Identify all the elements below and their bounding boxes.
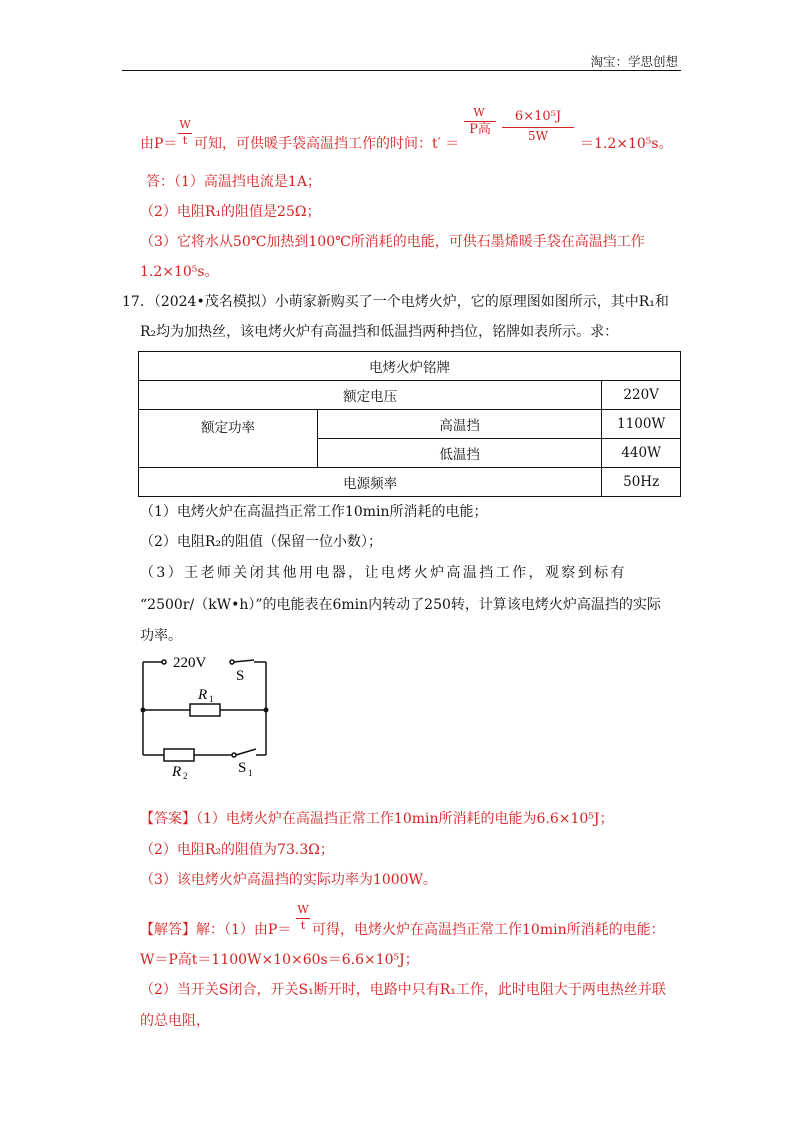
prev-formula-mid: 可知，可供暖手袋高温挡工作的时间：t′ ＝ bbox=[194, 136, 460, 152]
rated-voltage-label: 额定电压 bbox=[139, 381, 602, 410]
rated-power-label: 额定功率 bbox=[139, 410, 318, 468]
q17-line1: 17．（2024•茂名模拟）小萌家新购买了一个电烤火炉，它的原理图如图所示，其中R₁和 bbox=[122, 294, 669, 310]
prev-answer-3b: 1.2×10⁵s。 bbox=[140, 264, 219, 280]
high-label: 高温挡 bbox=[318, 410, 602, 439]
answer-3: （3）该电烤火炉高温挡的实际功率为1000W。 bbox=[140, 872, 437, 888]
prev-frac3-num: 6×10⁵J bbox=[514, 109, 562, 124]
table-title: 电烤火炉铭牌 bbox=[139, 352, 681, 381]
q17-sub2: （2）电阻R₂的阻值（保留一位小数）； bbox=[140, 534, 383, 550]
prev-formula-end: ＝1.2×10⁵s。 bbox=[580, 136, 673, 152]
r1-sub: 1 bbox=[209, 694, 214, 704]
junction-right bbox=[264, 708, 269, 713]
solution-4: 的总电阻， bbox=[140, 1013, 210, 1029]
solution-frac-den: t bbox=[300, 919, 306, 932]
solution-1-post: 可得，电烤火炉在高温挡正常工作10min所消耗的电能： bbox=[312, 922, 665, 938]
r2-sub: 2 bbox=[183, 771, 188, 781]
freq-label: 电源频率 bbox=[139, 468, 602, 497]
answer-2: （2）电阻R₂的阻值为73.3Ω； bbox=[140, 842, 334, 858]
switch-s1-label: S bbox=[238, 760, 247, 776]
switch-s-label: S bbox=[236, 668, 245, 684]
q17-sub1: （1）电烤火炉在高温挡正常工作10min所消耗的电能； bbox=[140, 504, 488, 520]
prev-answer-2: （2）电阻R₁的阻值是25Ω； bbox=[140, 204, 321, 220]
freq-value: 50Hz bbox=[602, 468, 681, 497]
q17-line2: R₂均为加热丝，该电烤火炉有高温挡和低温挡两种挡位，铭牌如表所示。求： bbox=[140, 324, 619, 340]
junction-left bbox=[141, 708, 146, 713]
solution-2: W＝P高t＝1100W×10×60s＝6.6×10⁵J； bbox=[140, 952, 419, 968]
nameplate-table bbox=[138, 351, 681, 497]
answer-1: 【答案】（1）电烤火炉在高温挡正常工作10min所消耗的电能为6.6×10⁵J； bbox=[140, 811, 614, 827]
q17-sub3c: 功率。 bbox=[140, 628, 182, 644]
prev-answer-3a: （3）它将水从50℃加热到100℃所消耗的电能，可供石墨烯暖手袋在高温挡工作 bbox=[140, 234, 645, 250]
circuit-voltage: 220V bbox=[173, 655, 207, 671]
q17-sub3a: （3）王老师关闭其他用电器，让电烤火炉高温挡工作，观察到标有 bbox=[140, 565, 627, 581]
prev-answer-1: 答：（1）高温挡电流是1A； bbox=[146, 174, 321, 190]
switch-s1-sub: 1 bbox=[248, 768, 253, 778]
r1-label: R bbox=[198, 687, 208, 703]
prev-frac3-den: 5W bbox=[528, 129, 548, 143]
solution-frac-num: W bbox=[297, 903, 309, 916]
prev-frac2-den: P高 bbox=[469, 122, 491, 137]
circuit-diagram bbox=[138, 652, 278, 782]
prev-frac1-den: t bbox=[182, 134, 188, 147]
r2-label: R bbox=[172, 764, 182, 780]
prev-frac1-num: W bbox=[179, 118, 191, 131]
solution-3: （2）当开关S闭合，开关S₁断开时，电路中只有R₁工作，此时电阻大于两电热丝并联 bbox=[140, 982, 666, 998]
prev-formula-pre: 由P＝ bbox=[140, 136, 178, 152]
high-value: 1100W bbox=[602, 410, 681, 439]
prev-frac2-num: W bbox=[473, 106, 485, 119]
header-shop: 淘宝：学思创想 bbox=[590, 54, 678, 69]
solution-1-pre: 【解答】解：（1）由P＝ bbox=[140, 922, 292, 938]
rated-voltage-value: 220V bbox=[602, 381, 681, 410]
low-label: 低温挡 bbox=[318, 439, 602, 468]
q17-sub3b: “2500r/（kW•h）”的电能表在6min内转动了250转，计算该电烤火炉高温挡的实际 bbox=[140, 597, 661, 613]
low-value: 440W bbox=[602, 439, 681, 468]
header-rule bbox=[122, 70, 681, 71]
prev-frac3-bar bbox=[502, 127, 574, 128]
